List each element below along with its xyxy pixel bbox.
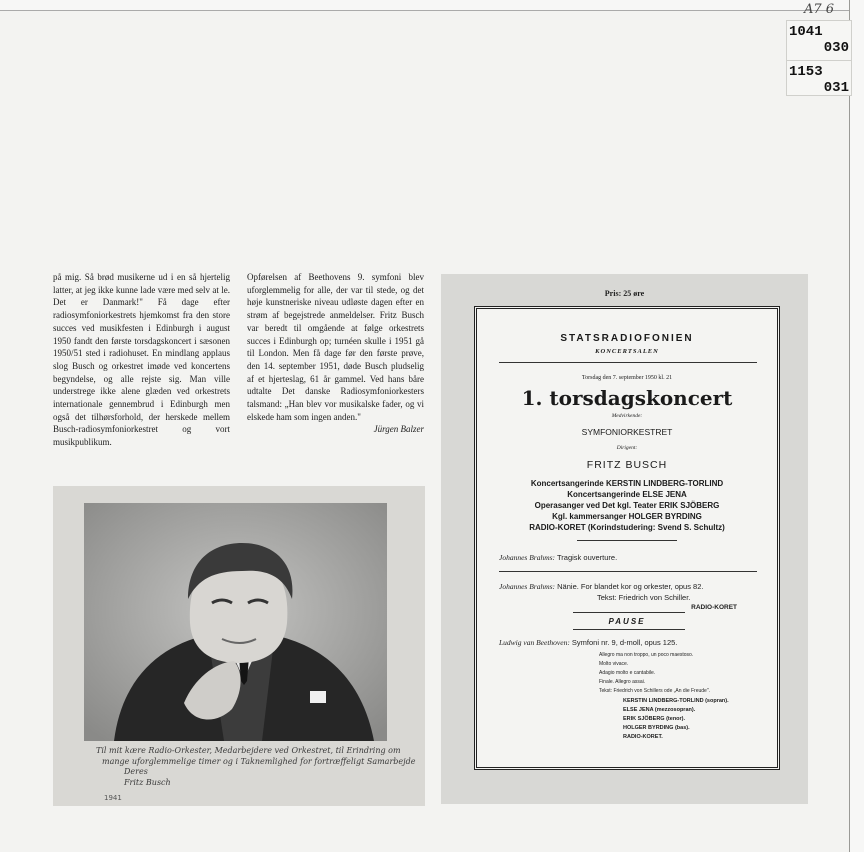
conductor-label: Dirigent: — [616, 445, 638, 451]
soloist-line: Koncertsangerinde ELSE JENA — [567, 490, 687, 499]
sleeve-right-edge — [849, 0, 864, 852]
sticker-2-line-1: 1153 — [789, 64, 823, 80]
photo-number: 1941 — [104, 794, 122, 802]
work-2-choir: RADIO-KORET — [691, 604, 737, 611]
divider — [573, 612, 685, 613]
divider — [577, 540, 677, 541]
work-2-text: Tekst: Friedrich von Schiller. — [597, 593, 691, 602]
work-2-title: Nänie. For blandet kor og orkester, opus 82. — [557, 582, 704, 591]
inscription-line-2: mange uforglemmelige timer og i Taknemlighed for fortræffeligt Samarbejde — [102, 756, 416, 766]
program-date: Torsdag den 7. september 1950 kl. 21 — [581, 375, 673, 381]
sleeve-top-edge — [0, 0, 864, 11]
article-column-2 — [247, 271, 424, 436]
soloist-line: Operasanger ved Det kgl. Teater ERIK SJÖBERG — [534, 501, 720, 510]
divider — [499, 571, 757, 572]
work-1-composer: Johannes Brahms: — [499, 553, 556, 562]
work-1-title: Tragisk ouverture. — [557, 553, 618, 562]
work-2-composer: Johannes Brahms: — [499, 582, 556, 591]
inscription-line-3: Deres — [124, 767, 148, 776]
movement-line: Finale. Allegro assai. — [599, 679, 646, 685]
work-3-composer: Ludwig van Beethoven: — [499, 638, 570, 647]
divider — [499, 362, 757, 363]
work-3-title: Symfoni nr. 9, d-moll, opus 125. — [571, 638, 678, 647]
work-3 — [499, 638, 677, 647]
pause-label: PAUSE — [608, 617, 646, 626]
conductor-portrait-image — [84, 503, 387, 741]
sticker-2-line-2: 031 — [823, 80, 849, 96]
article-column-2-text: Opførelsen af Beethovens 9. symfoni blev uforglemmelig for alle, der var til stede, og det høje kunstneriske niveau udløste dagen efter en strøm af begejstrede anmeldelser. Fritz Busch var beredt til omgående at følge orkestrets succes i Edinburgh op; turnéen skulle i 1951 gå til London. Men få dage før den første prøve, den 14. september 1951, døde Busch pludselig af et hjerteslag, 61 år gammel. Ved hans båre udtalte Det danske Radiosymfoniorkesters talsmand: „Han blev vor musikalske fader, og vi elskede ham som ingen anden." — [247, 272, 424, 422]
participants-label: Medvirkende: — [611, 413, 643, 419]
work-1 — [499, 553, 617, 562]
divider — [573, 629, 685, 630]
soloist-line: Koncertsangerinde KERSTIN LINDBERG-TORLIND — [530, 479, 724, 488]
soloist-line: RADIO-KORET (Korindstudering: Svend S. Schultz) — [529, 523, 725, 532]
final-soloist: RADIO-KORET. — [623, 734, 663, 740]
sticker-1-line-1: 1041 — [789, 24, 823, 40]
soloist-line: Kgl. kammersanger HOLGER BYRDING — [552, 512, 702, 521]
handwritten-inscription — [96, 746, 416, 788]
program-org: STATSRADIOFONIEN — [560, 333, 694, 344]
catalog-sticker-1 — [786, 20, 852, 62]
inscription-signature: Fritz Busch — [124, 777, 171, 787]
inscription-line-1: Til mit kære Radio-Orkester, Medarbejdere ved Orkestret, til Erindring om — [96, 746, 401, 755]
article-column-1-text: på mig. Så brød musikerne ud i en så hjertelig latter, at jeg ikke kunne lade være med selv at le. Det er Danmark!" Få dage efter radiosymfoniorkestrets hjemkomst fra den store succes ved musikfesten i Edinburgh i august 1950 fandt den første torsdagskoncert i sæsonen 1950/51 sted i radiohuset. En mindlang applaus slog Busch og orkestret imøde ved koncertens begyndelse, og alle rejste sig. Man ville understrege ikke alene glæden ved orkestrets internationale gennembrud i Edinburgh men også det tilhørsforhold, der herskede mellem Busch-radiosymfoniorkestret og vort musikpublikum. — [53, 272, 230, 448]
pencil-note: A7 6 — [804, 2, 835, 17]
program-title: 1. torsdagskoncert — [521, 386, 733, 410]
conductor-name: FRITZ BUSCH — [586, 459, 668, 471]
article-column-1 — [53, 271, 230, 449]
work-2 — [499, 582, 703, 591]
catalog-sticker-2 — [786, 60, 852, 96]
program-venue: KONCERTSALEN — [595, 348, 659, 355]
final-soloist: ELSE JENA (mezzosopran). — [623, 707, 696, 713]
orchestra-name: SYMFONIORKESTRET — [581, 427, 673, 437]
movement-line: Tekst: Friedrich von Schillers ode „An die Freude". — [599, 688, 710, 694]
final-soloist: KERSTIN LINDBERG-TORLIND (sopran). — [623, 698, 729, 704]
sticker-1-line-2: 030 — [823, 40, 849, 56]
article-signature: Jürgen Balzer — [373, 424, 424, 435]
movement-line: Adagio molto e cantabile. — [599, 670, 656, 676]
final-soloist: ERIK SJÖBERG (tenor). — [623, 716, 686, 722]
portrait-photo — [84, 503, 387, 741]
movement-line: Allegro ma non troppo, un poco maestoso. — [599, 652, 694, 658]
movement-line: Molto vivace. — [599, 661, 629, 667]
final-soloist: HOLGER BYRDING (bas). — [623, 725, 690, 731]
concert-program — [474, 306, 780, 770]
program-price: Pris: 25 øre — [604, 289, 645, 298]
